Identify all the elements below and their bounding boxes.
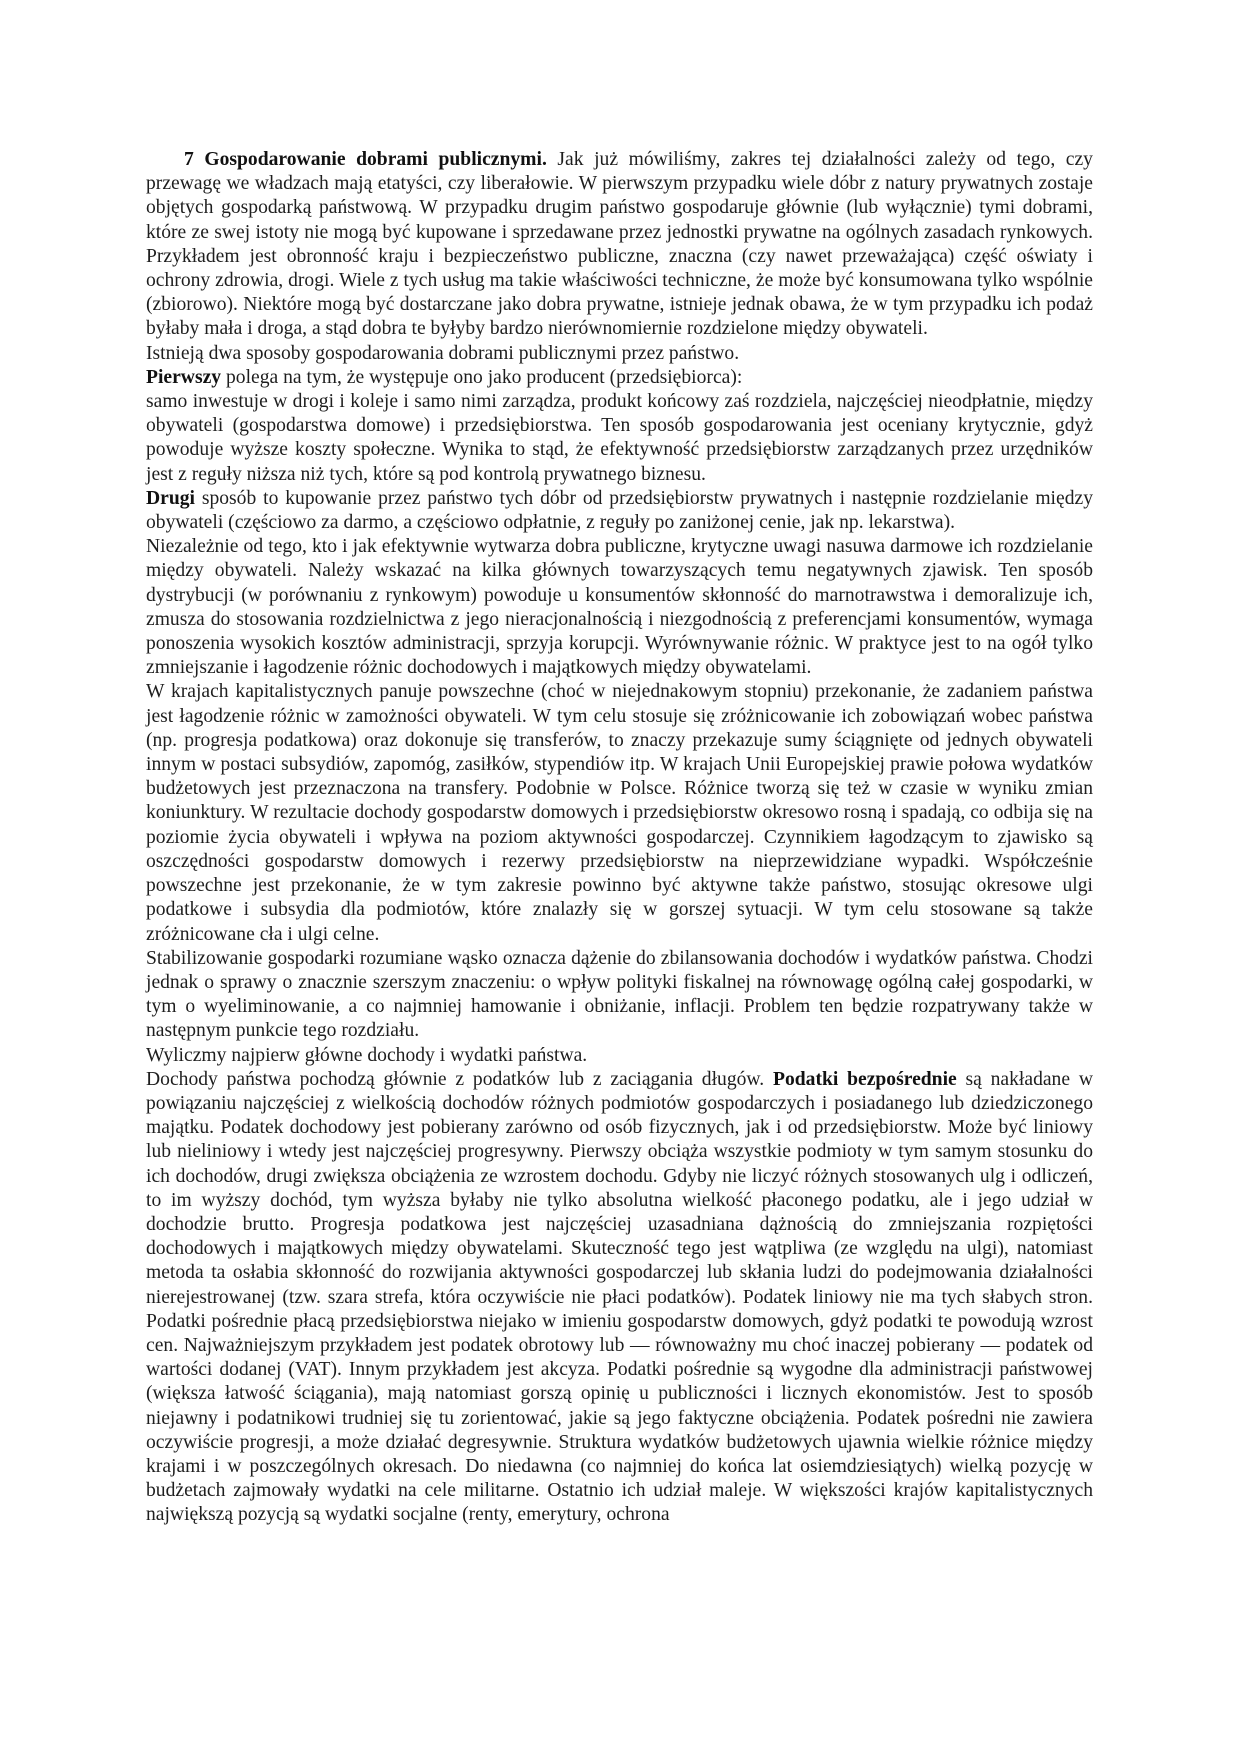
paragraph [146,1068,1093,1528]
paragraph-text: sposób to kupowanie przez państwo tych dóbr od przedsiębiorstw prywatnych i następnie rozdzielanie między obywateli (częściowo za darmo, a częściowo odpłatnie, z reguły po zaniżonej cenie, jak np. lekarstwa). [146,487,1093,534]
section-heading: 7 Gospodarowanie dobrami publicznymi. [184,149,547,170]
paragraph: samo inwestuje w drogi i koleje i samo nimi zarządza, produkt końcowy zaś rozdziela, najczęściej nieodpłatnie, między obywateli (gospodarstwa domowe) i przedsiębiorstwa. Ten sposób gospodarowania jest oceniany krytycznie, gdyż powoduje wyższe koszty społeczne. Wynika to stąd, że efektywność przedsiębiorstw zarządzanych przez urzędników jest z reguły niższa niż tych, które są pod kontrolą prywatnego biznesu. [146,391,1093,485]
paragraph-text: Dochody państwa pochodzą głównie z podatków lub z zaciągania długów. [146,1068,773,1090]
paragraph-text: Jak już mówiliśmy, zakres tej działalności zależy od tego, czy przewagę we władzach mają etatyści, czy liberałowie. W pierwszym przypadku wiele dóbr z natury prywatnych zostaje objętych gospodarką państwową. W przypadku drugim państwo gospodaruje głównie (lub wyłącznie) tymi dobrami, które ze swej istoty nie mogą być kupowane i sprzedawane przez jednostki prywatne na ogólnych zasadach rynkowych. Przykładem jest obronność kraju i bezpieczeństwo publiczne, znaczna (czy nawet przeważająca) część oświaty i ochrony zdrowia, drogi. Wiele z tych usług ma takie właściwości techniczne, że może być konsumowana tylko wspólnie (zbiorowo). Niektóre mogą być dostarczane jako dobra prywatne, istnieje jednak obawa, że w tym przypadku ich podaż byłaby mała i droga, a stąd dobra te byłyby bardzo nierównomiernie rozdzielone między obywateli. [146,149,1093,340]
document-page [146,148,1093,1528]
paragraph [146,487,1093,535]
paragraph-text: są nakładane w powiązaniu najczęściej z wielkością dochodów różnych podmiotów gospodarczych i posiadanego lub dziedziczonego majątku. Podatek dochodowy jest pobierany zarówno od osób fizycznych, jak i od przedsiębiorstw. Może być liniowy lub nieliniowy i wtedy jest najczęściej progresywny. Pierwszy obciąża wszystkie podmioty w tym samym stosunku do ich dochodów, drugi zwiększa obciążenia ze wzrostem dochodu. Gdyby nie liczyć różnych stosowanych ulg i odliczeń, to im wyższy dochód, tym wyższa byłaby nie tylko absolutna wielkość płaconego podatku, ale i jego udział w dochodzie brutto. Progresja podatkowa jest najczęściej uzasadniana dążnością do zmniejszania rozpiętości dochodowych i majątkowych między obywatelami. Skuteczność tego jest wątpliwa (ze względu na ulgi), natomiast metoda ta osłabia skłonność do rozwijania aktywności gospodarczej lub skłania ludzi do podejmowania działalności nierejestrowanej (tzw. szara strefa, która oczywiście nie płaci podatków). Podatek liniowy nie ma tych słabych stron. Podatki pośrednie płacą przedsiębiorstwa niejako w imieniu gospodarstw domowych, gdyż podatki te powodują wzrost cen. Najważniejszym przykładem jest podatek obrotowy lub — równoważny mu choć inaczej pobierany — podatek od wartości dodanej (VAT). Innym przykładem jest akcyza. Podatki pośrednie są wygodne dla administracji państwowej (większa łatwość ściągania), mają natomiast gorszą opinię u publiczności i licznych ekonomistów. Jest to sposób niejawny i podatnikowi trudniej się tu zorientować, jakie są jego faktyczne obciążenia. Podatek pośredni nie zawiera oczywiście progresji, a może działać degresywnie. Struktura wydatków budżetowych ujawnia wielkie różnice między krajami i w poszczególnych okresach. Do niedawna (co najmniej do końca lat osiemdziesiątych) wielką pozycję w budżetach zajmowały wydatki na cele militarne. Ostatnio ich udział maleje. W większości krajów kapitalistycznych największą pozycją są wydatki socjalne (renty, emerytury, ochrona [146,1068,1094,1526]
paragraph: Wyliczmy najpierw główne dochody i wydatki państwa. [146,1044,588,1066]
paragraph-text: polega na tym, że występuje ono jako producent (przedsiębiorca): [221,366,743,388]
bold-term: Pierwszy [146,366,222,388]
paragraph: Niezależnie od tego, kto i jak efektywnie wytwarza dobra publiczne, krytyczne uwagi nasuwa darmowe ich rozdzielanie między obywateli. Należy wskazać na kilka głównych towarzyszących temu negatywnych zjawisk. Ten sposób dystrybucji (w porównaniu z rynkowym) powoduje u konsumentów skłonność do marnotrawstwa i demoralizuje ich, zmusza do stosowania rozdzielnictwa z jego nieracjonalnością i niezgodnością z preferencjami konsumentów, wymaga ponoszenia wysokich kosztów administracji, sprzyja korupcji. Wyrównywanie różnic. W praktyce jest to na ogół tylko zmniejszanie i łagodzenie różnic dochodowych i majątkowych między obywatelami. [146,536,1093,679]
bold-term: Podatki bezpośrednie [773,1068,957,1090]
bold-term: Drugi [146,487,195,509]
paragraph: W krajach kapitalistycznych panuje powszechne (choć w niejednakowym stopniu) przekonanie, że zadaniem państwa jest łagodzenie różnic w zamożności obywateli. W tym celu stosuje się zróżnicowanie ich zobowiązań wobec państwa (np. progresja podatkowa) oraz dokonuje się transferów, to znaczy przekazuje sumy ściągnięte od jednych obywateli innym w postaci subsydiów, zapomóg, zasiłków, stypendiów itp. W krajach Unii Europejskiej prawie połowa wydatków budżetowych jest przeznaczona na transfery. Podobnie w Polsce. Różnice tworzą się też w czasie w wyniku zmian koniunktury. W rezultacie dochody gospodarstw domowych i przedsiębiorstw okresowo rosną i spadają, co odbija się na poziomie życia obywateli i wpływa na poziom aktywności gospodarczej. Czynnikiem łagodzącym to zjawisko są oszczędności gospodarstw domowych i rezerwy przedsiębiorstw na nieprzewidziane wypadki. Współcześnie powszechne jest przekonanie, że w tym zakresie powinno być aktywne także państwo, stosując okresowe ulgi podatkowe i subsydia dla podmiotów, które znalazły się w gorszej sytuacji. W tym celu stosowane są także zróżnicowane cła i ulgi celne. [146,681,1093,945]
paragraph: Stabilizowanie gospodarki rozumiane wąsko oznacza dążenie do zbilansowania dochodów i wydatków państwa. Chodzi jednak o sprawy o znacznie szerszym znaczeniu: o wpływ polityki fiskalnej na równowagę ogólną całej gospodarki, w tym o wyeliminowanie, a co najmniej hamowanie i obniżanie, inflacji. Problem ten będzie rozpatrywany także w następnym punkcie tego rozdziału. [146,947,1093,1042]
paragraph: Istnieją dwa sposoby gospodarowania dobrami publicznymi przez państwo. [146,342,740,364]
paragraph [146,148,1093,342]
paragraph [146,366,1093,390]
